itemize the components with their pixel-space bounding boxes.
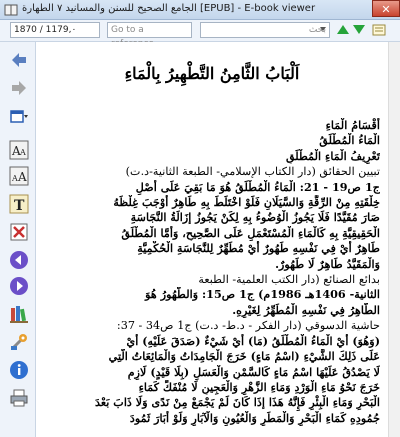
chevron-down-icon[interactable] [320, 27, 326, 31]
body-line: الْحَقِيقِيَّةِ بِهِ كَالْمَاءِ الْمُسْتَعْمَلِ عَلَى الصَّحِيحِ، وَأَمَّا الْمُطْلَقُ [121, 225, 380, 240]
vertical-scrollbar[interactable] [388, 42, 400, 437]
chapter-title: اَلْبَابُ الثَّامِنُ التَّطْهِيرُ بِالْمَاءِ [124, 64, 300, 83]
body-line: خَرَجَ نَحْوُ مَاءِ الْوَرْدِ وَمَاءِ الزَّهْرِ وَالْعَجِينِ لَا مُنْفَكٍّ كَمَاءِ [138, 379, 380, 394]
body-line: تَعْرِيفُ الْمَاءِ الْمُطْلَقِ [285, 148, 380, 163]
body-line: الثانية- 1406هـ 1986م) ج1 ص15: وَالطَّهُورُ هُوَ [145, 287, 380, 302]
body-text [44, 118, 380, 426]
svg-text:A: A [18, 170, 27, 184]
window-title: الجامع الصحيح للسنن والمسانيد ٧ الطهارة [EPUB] - E-book viewer [22, 3, 316, 14]
info-icon[interactable] [9, 360, 29, 380]
font-smaller-icon[interactable] [9, 166, 29, 186]
svg-text:T: T [14, 198, 25, 214]
next-page-icon[interactable] [9, 276, 29, 296]
body-line: بدائع الصنائع (دار الكتب العلمية- الطبعة [198, 273, 380, 287]
body-line: (وَهُوَ) أَيْ الْمَاءُ الْمُطْلَقُ (مَا) أَيْ شَيْءٌ (صَدَقَ عَلَيْهِ) أَيْ [126, 333, 380, 348]
forward-arrow-icon[interactable] [9, 78, 29, 98]
body-line: جُمُودِهِ كَمَاءِ الْبَحْرِ وَالْمَطَرِ وَالْعُيُونِ وَالْآبَارِ وَلَوْ أَبَارَ ثَمُودَ [129, 410, 380, 425]
title-bar [0, 0, 400, 20]
body-line: لَا يَصْدُقُ عَلَيْهَا اسْمُ مَاءٍ كَالسَّمْنِ وَالْعَسَلِ (بِلَا قَيْدٍ) لَازِمٍ [127, 364, 380, 379]
body-line: طَاهِرٌ أَيْ فِي نَفْسِهِ طَهُورٌ أَيْ مُطَهِّرٌ لِلنَّجَاسَةِ الْحُكْمِيَّةِ [137, 241, 380, 256]
app-icon [4, 3, 18, 17]
reading-area[interactable] [36, 42, 388, 437]
font-larger-icon[interactable] [9, 140, 29, 160]
body-line: تبيين الحقائق (دار الكتاب الإسلامي- الطبعة الثانية-د.ت) [125, 165, 380, 179]
arrow-up-icon[interactable] [337, 25, 349, 34]
body-line: عَلَى ذَلِكَ الشَّيْءِ (اسْمُ مَاءٍ) خَرَجَ الْجَامِدَاتُ وَالْمَائِعَاتُ الَّتِي [108, 349, 380, 364]
back-arrow-icon[interactable] [9, 50, 29, 70]
preferences-icon[interactable] [9, 332, 29, 352]
body-line: حاشية الدسوقي (دار الفكر - د.ط- د.ت) ج1 ص34 - 37: [116, 319, 380, 333]
print-icon[interactable] [9, 388, 29, 408]
previous-page-icon[interactable] [9, 250, 29, 270]
text-icon[interactable] [9, 194, 29, 214]
body-line: وَالْمَقَيَّدُ طَاهِرٌ لَا طَهُورٌ. [275, 256, 380, 271]
svg-text:A: A [12, 174, 18, 183]
search-input[interactable]: بحث [200, 22, 330, 38]
arrow-down-icon[interactable] [353, 25, 365, 34]
svg-text:A: A [12, 144, 21, 158]
body-line: خِلْقَتِهِ مِنْ الرِّقَّةِ وَالسَّيَلَانِ فَلَوْ اخْتَلَطَ بِهِ طَاهِرٌ أَوْجَبَ غِلْظَهُ [113, 195, 380, 210]
library-icon[interactable] [9, 304, 29, 324]
body-line: الْبَحْرِ وَمَاءِ الْبِئْرِ فَإِنَّهُ هَذَا إذَا كَانَ لَمْ يَجْمَعْ مِنْ نَدًى وَلَا ذَابَ بَعْدَ [95, 395, 380, 410]
body-line: ج1 ص19 - 21: الْمَاءُ الْمُطْلَقُ هُوَ مَا بَقِيَ عَلَى أَصْلِ [135, 179, 380, 194]
reference-input[interactable]: Go to a [107, 22, 192, 38]
body-line: صَارَ مُقَيَّدًا فَلَا يَجُوزُ الْوُضُوءُ بِهِ لِكَنْ يَجُوزُ إزَالَةُ النَّجَاسَةِ [130, 210, 380, 225]
position-spinbox[interactable]: 1870 / 1179,٠ [10, 22, 100, 38]
close-icon[interactable]: ✕ [372, 0, 400, 17]
fullscreen-icon[interactable] [9, 222, 29, 242]
menu-icon[interactable] [372, 23, 386, 37]
sidebar [0, 42, 36, 437]
toolbar [0, 20, 400, 42]
body-line: الْمَاءُ الْمُطْلَقُ [319, 133, 380, 148]
bookmark-icon[interactable] [9, 106, 29, 126]
body-line: الطَّاهِرُ فِي نَفْسِهِ الْمُطَهِّرُ لِغَيْرِهِ. [232, 302, 380, 317]
body-line: أَقْسَامُ الْمَاءِ [325, 118, 380, 132]
svg-text:A: A [20, 148, 26, 157]
